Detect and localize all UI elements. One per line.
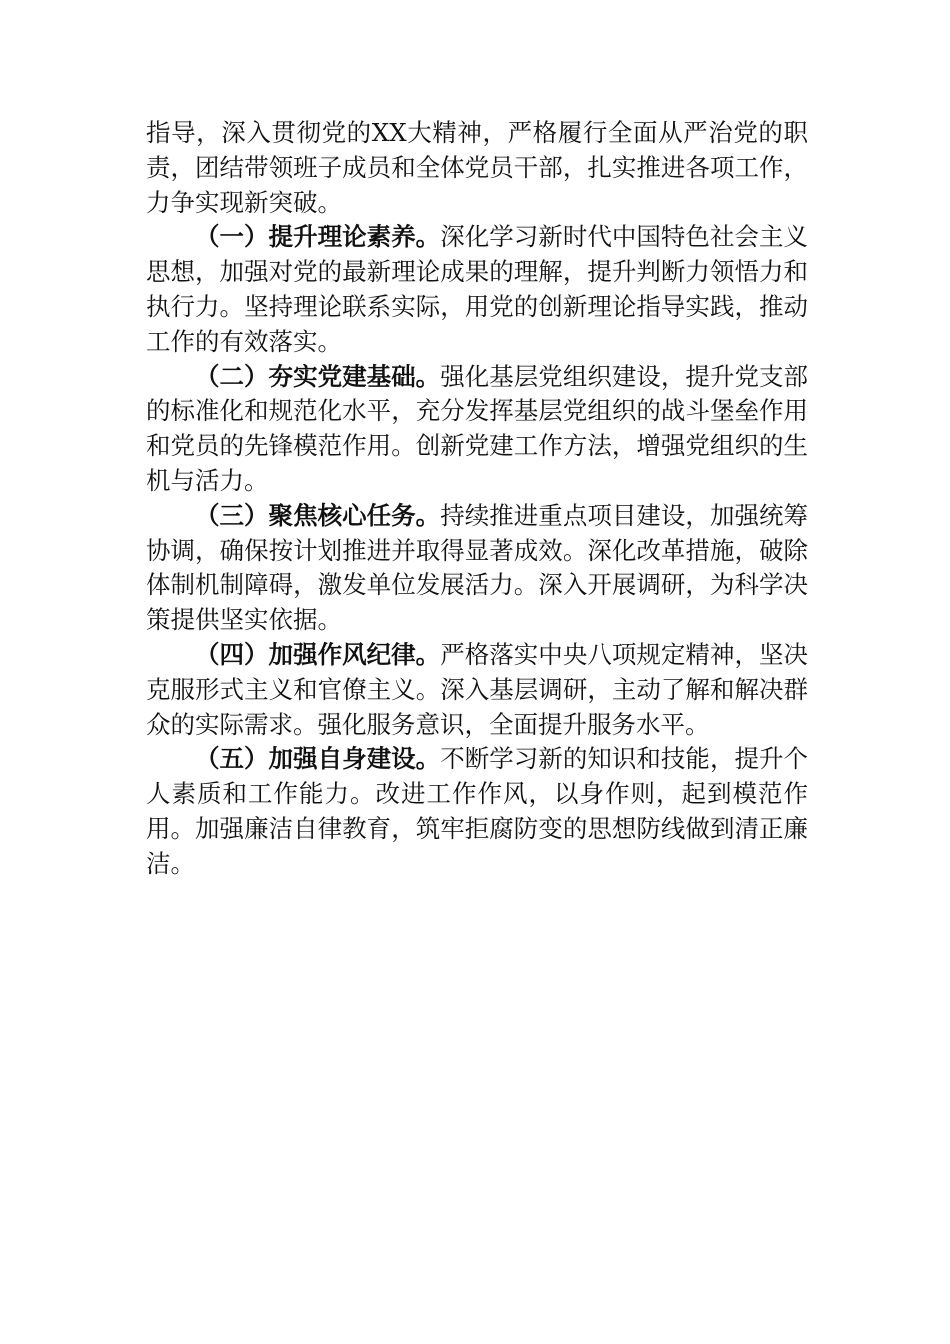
section-5-text: 不断学习新的知识和技能，提升个人素质和工作能力。改进工作作风，以身作则，起到模范作用。加强廉洁自律教育，筑牢拒腐防变的思想防线做到清正廉洁。: [146, 744, 809, 878]
paragraph-section-4: [146, 638, 808, 742]
paragraph-section-1: [146, 220, 808, 359]
section-3-text: 持续推进重点项目建设，加强统筹协调，确保按计划推进并取得显著成效。深化改革措施，破除体制机制障碍，激发单位发展活力。深入开展调研，为科学决策提供坚实依据。: [146, 500, 809, 635]
paragraph-section-2: [146, 360, 808, 499]
section-4-text: 严格落实中央八项规定精神，坚决克服形式主义和官僚主义。深入基层调研，主动了解和解决群众的实际需求。强化服务意识，全面提升服务水平。: [146, 639, 809, 739]
section-1-heading: （一）提升理论素养。: [195, 222, 441, 252]
section-4-heading: （四）加强作风纪律。: [195, 639, 441, 669]
section-2-text: 强化基层党组织建设，提升党支部的标准化和规范化水平，充分发挥基层党组织的战斗堡垒作用和党员的先锋模范作用。创新党建工作方法，增强党组织的生机与活力。: [146, 361, 809, 495]
paragraph-intro-text: 指导，深入贯彻党的XX大精神，严格履行全面从严治党的职责，团结带领班子成员和全体党员干部，扎实推进各项工作，力争实现新突破。: [146, 118, 808, 217]
paragraph-intro: [146, 116, 808, 220]
section-5-heading: （五）加强自身建设。: [195, 744, 441, 774]
section-2-heading: （二）夯实党建基础。: [195, 361, 441, 391]
section-1-text: 深化学习新时代中国特色社会主义思想，加强对党的最新理论成果的理解，提升判断力领悟力和执行力。坚持理论联系实际，用党的创新理论指导实践，推动工作的有效落实。: [146, 222, 809, 356]
document-body: [146, 116, 808, 882]
paragraph-section-3: [146, 499, 808, 638]
section-3-heading: （三）聚焦核心任务。: [195, 500, 441, 530]
paragraph-section-5: [146, 742, 808, 881]
